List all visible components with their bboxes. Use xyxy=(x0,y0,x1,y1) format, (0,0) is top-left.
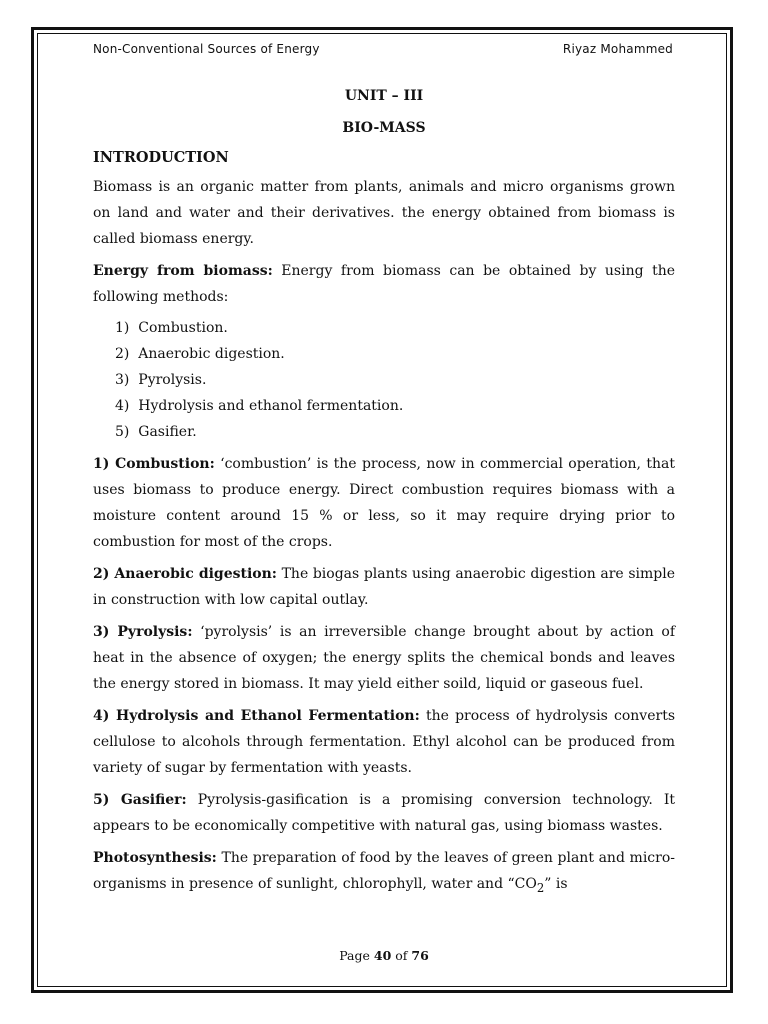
page-header xyxy=(93,42,673,56)
combustion-label: 1) Combustion: xyxy=(93,456,215,472)
footer-middle: of xyxy=(391,948,412,963)
list-item-number: 4) xyxy=(115,398,130,414)
hydrolysis-label: 4) Hydrolysis and Ethanol Fermentation: xyxy=(93,708,420,724)
anaerobic-digestion-paragraph xyxy=(93,561,675,613)
gasifier-label: 5) Gasifier: xyxy=(93,792,187,808)
list-item xyxy=(93,315,675,341)
photosynthesis-subscript: 2 xyxy=(536,880,545,895)
footer-prefix: Page xyxy=(339,948,374,963)
list-item xyxy=(93,393,675,419)
combustion-paragraph xyxy=(93,451,675,555)
list-item xyxy=(93,341,675,367)
pyrolysis-text: ‘pyrolysis’ is an irreversible change brought about by action of heat in the absence of oxygen; the energy splits the chemical bonds and leaves the energy stored in biomass. It may yield either soild, liquid or gaseous fuel. xyxy=(93,624,676,692)
list-item-number: 2) xyxy=(115,346,130,362)
list-item-number: 1) xyxy=(115,320,130,336)
list-item-label: Pyrolysis. xyxy=(138,372,207,388)
list-item xyxy=(93,367,675,393)
methods-list xyxy=(93,315,675,445)
gasifier-paragraph xyxy=(93,787,675,839)
list-item-label: Gasifier. xyxy=(138,424,197,440)
combustion-text: ‘combustion’ is the process, now in commercial operation, that uses biomass to produce energy. Direct combustion requires biomass with a moisture content around 15 % or less, so it may require drying prior to combustion for most of the crops. xyxy=(93,456,675,550)
energy-from-biomass-label: Energy from biomass: xyxy=(93,263,273,279)
footer-current-page: 40 xyxy=(373,948,392,963)
header-right: Riyaz Mohammed xyxy=(562,42,673,56)
energy-from-biomass-paragraph xyxy=(93,258,675,310)
hydrolysis-text: the process of hydrolysis converts cellulose to alcohols through fermentation. Ethyl alcohol can be produced from variety of sugar by fermentation with yeasts. xyxy=(93,708,676,776)
pyrolysis-paragraph xyxy=(93,619,675,697)
list-item-label: Combustion. xyxy=(138,320,228,336)
page-content xyxy=(93,86,675,901)
list-item-number: 3) xyxy=(115,372,130,388)
pyrolysis-label: 3) Pyrolysis: xyxy=(93,624,193,640)
header-left: Non-Conventional Sources of Energy xyxy=(93,42,320,56)
list-item xyxy=(93,419,675,445)
photosynthesis-text-after: ” is xyxy=(544,876,568,892)
footer-total-pages: 76 xyxy=(411,948,429,963)
intro-heading: INTRODUCTION xyxy=(93,149,229,166)
page-footer xyxy=(0,948,768,963)
hydrolysis-paragraph xyxy=(93,703,675,781)
anaerobic-digestion-label: 2) Anaerobic digestion: xyxy=(93,566,277,582)
photosynthesis-label: Photosynthesis: xyxy=(93,850,217,866)
photosynthesis-paragraph xyxy=(93,845,675,901)
anaerobic-digestion-text: The biogas plants using anaerobic digestion are simple in construction with low capital outlay. xyxy=(93,566,675,608)
unit-title: UNIT – III xyxy=(344,88,424,104)
section-title: BIO-MASS xyxy=(342,120,426,136)
list-item-label: Hydrolysis and ethanol fermentation. xyxy=(138,398,404,414)
photosynthesis-text: The preparation of food by the leaves of green plant and micro- organisms in presence of sunlight, chlorophyll, water and “CO xyxy=(93,850,675,892)
energy-from-biomass-text: Energy from biomass can be obtained by using the following methods: xyxy=(93,263,675,305)
gasifier-text: Pyrolysis-gasification is a promising conversion technology. It appears to be economically competitive with natural gas, using biomass wastes. xyxy=(93,792,675,834)
list-item-label: Anaerobic digestion. xyxy=(138,346,285,362)
list-item-number: 5) xyxy=(115,424,130,440)
intro-paragraph: Biomass is an organic matter from plants, animals and micro organisms grown on land and water and their derivatives. the energy obtained from biomass is called biomass energy. xyxy=(93,179,675,247)
